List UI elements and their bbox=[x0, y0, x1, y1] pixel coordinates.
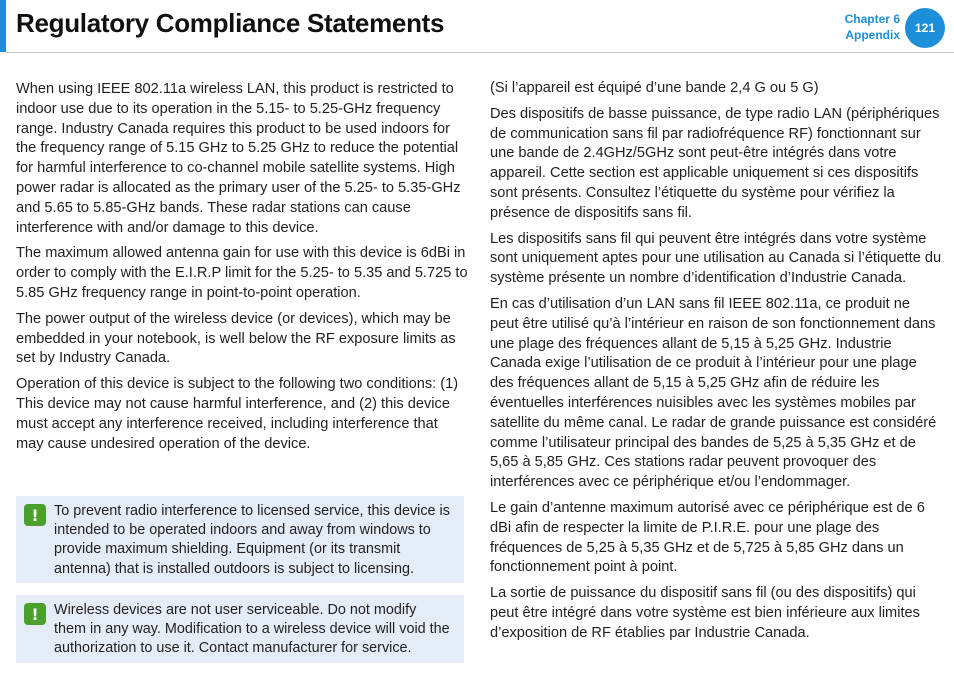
left-column bbox=[16, 80, 468, 460]
chapter-number: Chapter 6 bbox=[844, 12, 900, 26]
paragraph: En cas d’utilisation d’un LAN sans fil IEEE 802.11a, ce produit ne peut être utilisé qu’à l’intérieur en raison de son fonctionnement dans une plage des fréquences allant de 5,15 à 5,25 GHz. Industrie Canada exige l’utilisation de ce produit à l’intérieur pour une plage des fréquences allant de 5,15 à 5,25 GHz afin de réduire les éventuelles interférences nuisibles avec les systèmes mobiles par satellite du même canal. Le radar de grande puissance est considéré comme l’utilisateur principal des bandes de 5,25 à 5,35 GHz et de 5,65 à 5,85 GHz. Ces stations radar peuvent provoquer des interférences avec ce périphérique et/ou l’endommager. bbox=[490, 295, 937, 491]
page-title: Regulatory Compliance Statements bbox=[16, 8, 445, 38]
caution-icon: ! bbox=[24, 603, 46, 625]
note-text: Wireless devices are not user serviceable. Do not modify them in any way. Modification to a wireless device will void the authorization to use it. Contact manufacturer for service. bbox=[54, 602, 450, 657]
paragraph: La sortie de puissance du dispositif sans fil (ou des dispositifs) qui peut être intégré dans votre système est bien inférieure aux limites d’exposition de RF établies par Industrie Canada. bbox=[490, 585, 920, 641]
right-column bbox=[490, 79, 942, 650]
caution-note bbox=[16, 496, 464, 583]
header-accent-bar bbox=[0, 0, 6, 52]
note-text: To prevent radio interference to licensed service, this device is intended to be operated indoors and away from windows to provide maximum shielding. Equipment (or its transmit antenna) that is installed outdoors is subject to licensing. bbox=[54, 503, 450, 577]
paragraph: The power output of the wireless device (or devices), which may be embedded in your notebook, is well below the RF exposure limits as set by Industry Canada. bbox=[16, 310, 456, 367]
paragraph: Le gain d’antenne maximum autorisé avec ce périphérique est de 6 dBi afin de respecter la limite de P.I.R.E. pour une plage des fréquences de 5,25 à 5,35 GHz et de 5,725 à 5,85 GHz dans un fonctionnement point à point. bbox=[490, 499, 925, 576]
section-name: Appendix bbox=[845, 28, 900, 42]
chapter-label bbox=[845, 11, 900, 43]
paragraph: Des dispositifs de basse puissance, de type radio LAN (périphériques de communication sans fil par radiofréquence RF) fonctionnant sur une bande de 2.4GHz/5GHz sont peut-être intégrés dans votre appareil. Cette section est applicable uniquement si ces dispositifs sont présents. Consultez l’étiquette du système pour vérifiez la présence de dispositifs sans fil. bbox=[490, 105, 940, 221]
paragraph: Operation of this device is subject to the following two conditions: (1) This device may not cause harmful interference, and (2) this device must accept any interference received, including interference that may cause undesired operation of the device. bbox=[16, 376, 459, 452]
header-divider bbox=[6, 52, 954, 53]
paragraph: (Si l’appareil est équipé d’une bande 2,4 G ou 5 G) bbox=[490, 80, 819, 96]
caution-icon: ! bbox=[24, 504, 46, 526]
paragraph: Les dispositifs sans fil qui peuvent être intégrés dans votre système sont uniquement aptes pour une utilisation au Canada si l’étiquette du système présente un nombre d’identification d’Industrie Canada. bbox=[490, 230, 942, 287]
paragraph: The maximum allowed antenna gain for use with this device is 6dBi in order to comply with the E.I.R.P limit for the 5.25- to 5.35 and 5.725 to 5.85 GHz frequency range in point-to-point operation. bbox=[16, 245, 468, 301]
paragraph: When using IEEE 802.11a wireless LAN, this product is restricted to indoor use due to its operation in the 5.15- to 5.25-GHz frequency range. Industry Canada requires this product to be used indoors for the frequency range of 5.15 GHz to 5.25 GHz to reduce the potential for harmful interference to co-channel mobile satellite systems. High power radar is allocated as the primary user of the 5.25- to 5.35-GHz and 5.65 to 5.85-GHz bands. These radar stations can cause interference with and/or damage to this device. bbox=[16, 81, 461, 236]
page-number-badge: 121 bbox=[905, 8, 945, 48]
caution-note bbox=[16, 595, 464, 663]
